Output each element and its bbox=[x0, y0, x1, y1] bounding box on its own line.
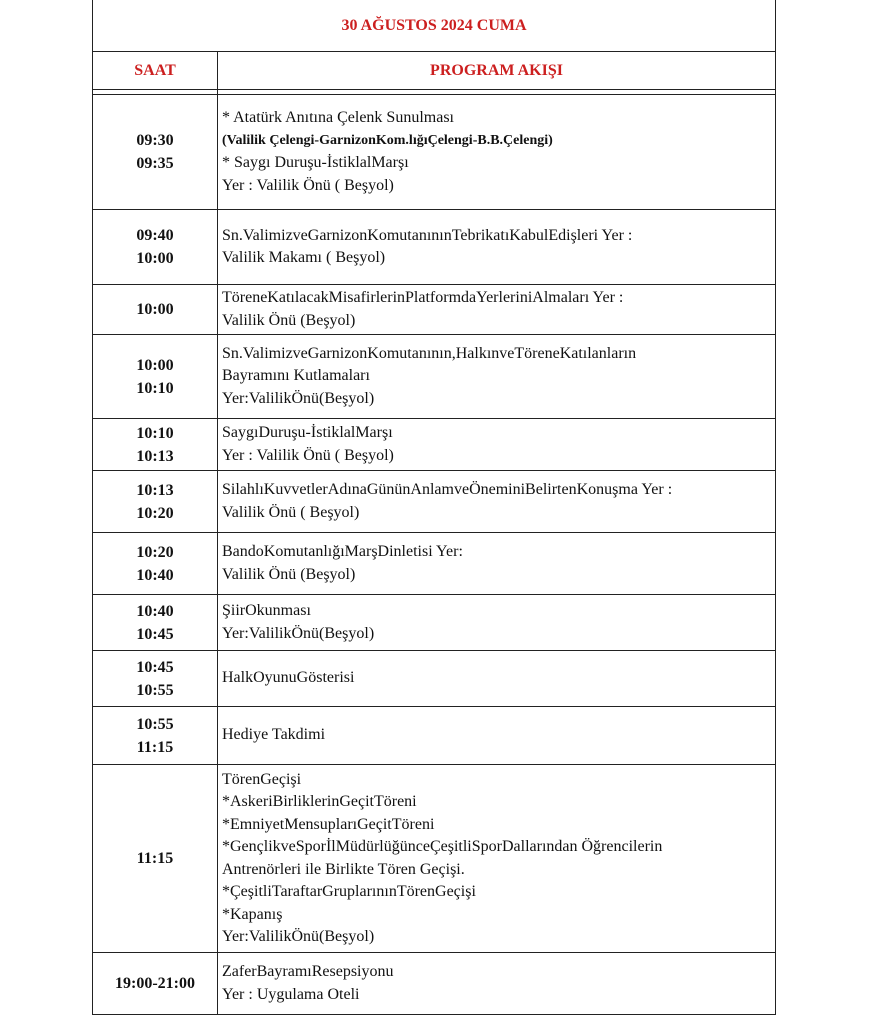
program-column-header: PROGRAM AKIŞI bbox=[218, 52, 776, 90]
time-value: 10:10 bbox=[136, 424, 174, 442]
time-value: 10:40 bbox=[136, 566, 174, 584]
program-cell bbox=[218, 765, 776, 953]
time-value: 10:45 bbox=[136, 625, 174, 643]
time-value: 10:55 bbox=[136, 681, 174, 699]
program-cell bbox=[218, 210, 776, 285]
program-line: Hediye Takdimi bbox=[222, 726, 326, 744]
program-cell bbox=[218, 533, 776, 595]
document-title: 30 AĞUSTOS 2024 CUMA bbox=[93, 0, 776, 52]
program-line: Yer:ValilikÖnü(Beşyol) bbox=[222, 389, 375, 407]
header-row bbox=[93, 52, 776, 90]
time-value: 10:00 bbox=[136, 301, 174, 318]
schedule-row bbox=[93, 285, 776, 335]
schedule-row bbox=[93, 210, 776, 285]
program-line: *GençlikveSporİlMüdürlüğünceÇeşitliSporDallarından Öğrencilerin bbox=[222, 838, 663, 855]
program-line: *Kapanış bbox=[222, 905, 283, 923]
time-cell bbox=[93, 953, 218, 1015]
program-cell bbox=[218, 595, 776, 651]
time-value: 10:20 bbox=[136, 504, 174, 522]
time-cell bbox=[93, 419, 218, 471]
program-line: (Valilik Çelengi-GarnizonKom.lığıÇelengi-B.B.Çelengi) bbox=[222, 132, 553, 148]
program-line: TöreneKatılacakMisafirlerinPlatformdaYerleriniAlmaları Yer : bbox=[222, 289, 624, 306]
time-cell bbox=[93, 471, 218, 533]
time-value: 10:45 bbox=[136, 658, 174, 676]
time-value: 09:30 bbox=[136, 132, 174, 149]
time-value: 10:13 bbox=[136, 481, 174, 499]
time-value: 10:13 bbox=[136, 447, 174, 465]
time-value: 11:15 bbox=[136, 738, 174, 756]
time-cell bbox=[93, 335, 218, 419]
program-line: Valilik Önü ( Beşyol) bbox=[222, 503, 360, 521]
schedule-row bbox=[93, 471, 776, 533]
time-value: 09:35 bbox=[136, 155, 174, 172]
program-line: Yer : Valilik Önü ( Beşyol) bbox=[222, 176, 394, 194]
schedule-row bbox=[93, 335, 776, 419]
time-cell bbox=[93, 533, 218, 595]
program-line: Yer:ValilikÖnü(Beşyol) bbox=[222, 928, 375, 945]
program-line: Antrenörleri ile Birlikte Tören Geçişi. bbox=[222, 860, 465, 878]
schedule-row bbox=[93, 651, 776, 707]
time-cell bbox=[93, 651, 218, 707]
schedule-row bbox=[93, 595, 776, 651]
program-line: Valilik Önü (Beşyol) bbox=[222, 311, 356, 329]
time-value: 09:40 bbox=[136, 227, 174, 244]
time-column-header: SAAT bbox=[93, 52, 218, 90]
program-line: HalkOyunuGösterisi bbox=[222, 669, 355, 687]
program-line: Sn.ValimizveGarnizonKomutanınınTebrikatıKabulEdişleri Yer : bbox=[222, 226, 633, 244]
time-value: 10:55 bbox=[136, 715, 174, 733]
program-line: Sn.ValimizveGarnizonKomutanının,HalkınveTöreneKatılanların bbox=[222, 344, 637, 362]
program-line: BandoKomutanlığıMarşDinletisi Yer: bbox=[222, 543, 463, 560]
program-line: ZaferBayramıResepsiyonu bbox=[222, 963, 394, 980]
program-line: *ÇeşitliTaraftarGruplarınınTörenGeçişi bbox=[222, 883, 476, 900]
time-value: 11:15 bbox=[136, 850, 174, 867]
schedule-row bbox=[93, 95, 776, 210]
program-line: SaygıDuruşu-İstiklalMarşı bbox=[222, 424, 393, 441]
time-cell bbox=[93, 595, 218, 651]
program-line: ŞiirOkunması bbox=[222, 602, 311, 619]
title-row bbox=[93, 0, 776, 52]
time-cell bbox=[93, 210, 218, 285]
program-cell bbox=[218, 953, 776, 1015]
program-line: Yer : Valilik Önü ( Beşyol) bbox=[222, 446, 394, 464]
program-cell bbox=[218, 285, 776, 335]
program-line: Bayramını Kutlamaları bbox=[222, 367, 370, 385]
program-line: *EmniyetMensuplarıGeçitTöreni bbox=[222, 815, 435, 833]
schedule-row bbox=[93, 765, 776, 953]
time-value: 10:00 bbox=[136, 250, 174, 267]
program-cell bbox=[218, 419, 776, 471]
time-value: 19:00-21:00 bbox=[115, 975, 195, 992]
time-value: 10:40 bbox=[136, 602, 174, 620]
program-line: Valilik Makamı ( Beşyol) bbox=[222, 249, 386, 266]
time-cell bbox=[93, 285, 218, 335]
program-line: Yer:ValilikÖnü(Beşyol) bbox=[222, 624, 375, 642]
program-table-body bbox=[93, 0, 776, 1015]
program-line: Yer : Uygulama Oteli bbox=[222, 985, 360, 1003]
program-line: *AskeriBirliklerinGeçitTöreni bbox=[222, 793, 417, 810]
program-line: * Atatürk Anıtına Çelenk Sunulması bbox=[222, 109, 454, 126]
time-cell bbox=[93, 95, 218, 210]
time-value: 10:00 bbox=[136, 356, 174, 374]
time-cell bbox=[93, 765, 218, 953]
program-line: Valilik Önü (Beşyol) bbox=[222, 565, 356, 583]
program-cell bbox=[218, 651, 776, 707]
time-value: 10:20 bbox=[136, 543, 174, 561]
program-cell bbox=[218, 707, 776, 765]
time-value: 10:10 bbox=[136, 379, 174, 397]
program-cell bbox=[218, 335, 776, 419]
schedule-row bbox=[93, 533, 776, 595]
schedule-row bbox=[93, 419, 776, 471]
schedule-row bbox=[93, 953, 776, 1015]
time-cell bbox=[93, 707, 218, 765]
program-cell bbox=[218, 95, 776, 210]
program-line: * Saygı Duruşu-İstiklalMarşı bbox=[222, 154, 409, 171]
program-line: TörenGeçişi bbox=[222, 770, 302, 788]
program-table bbox=[92, 0, 776, 1015]
program-line: SilahlıKuvvetlerAdınaGününAnlamveÖneminiBelirtenKonuşma Yer : bbox=[222, 481, 673, 498]
schedule-row bbox=[93, 707, 776, 765]
program-cell bbox=[218, 471, 776, 533]
